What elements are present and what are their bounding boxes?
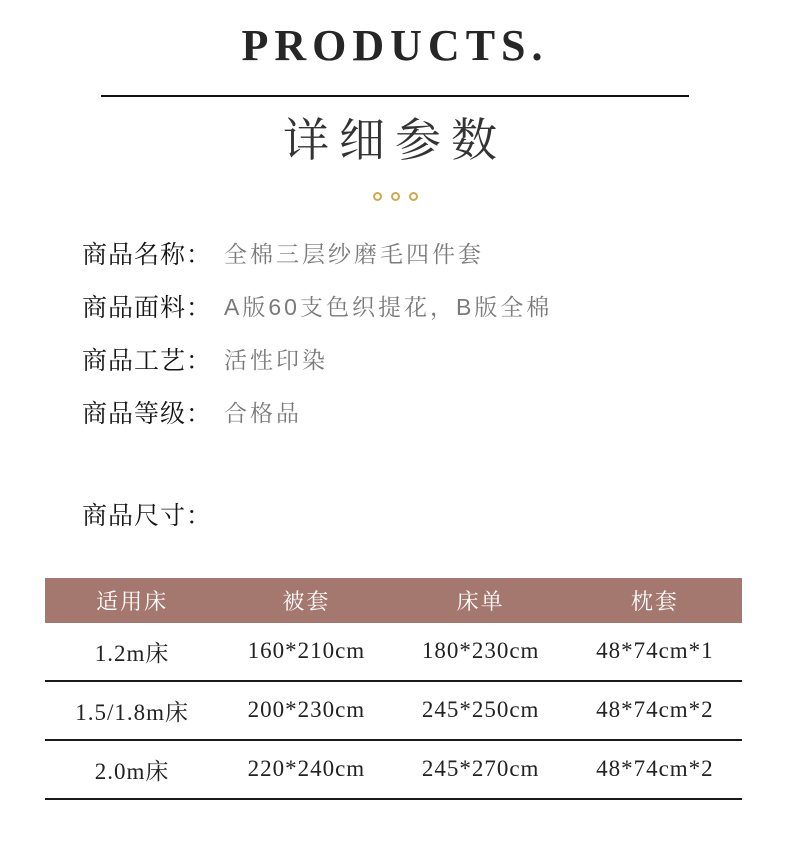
table-header-cell-duvet: 被套 xyxy=(282,588,331,614)
dot-icon xyxy=(373,192,382,201)
table-cell: 48*74cm*2 xyxy=(596,697,714,723)
table-header-cell-pillow: 枕套 xyxy=(630,588,679,614)
table-cell: 200*230cm xyxy=(247,697,366,723)
table-cell: 1.5/1.8m床 xyxy=(75,699,190,725)
spec-row-grade xyxy=(82,397,790,427)
table-cell: 48*74cm*2 xyxy=(596,756,714,782)
spec-label: 商品名称： xyxy=(82,241,213,269)
table-header-cell-bed: 适用床 xyxy=(96,588,169,614)
spec-label: 商品等级： xyxy=(82,400,213,428)
brand-title: PRODUCTS. xyxy=(241,21,549,70)
size-section-label: 商品尺寸： xyxy=(82,502,213,530)
spec-value: A版60支色织提花，B版全棉 xyxy=(224,294,553,321)
table-header-row xyxy=(45,578,742,623)
table-row xyxy=(45,623,742,682)
table-cell: 245*250cm xyxy=(421,697,540,723)
table-cell: 180*230cm xyxy=(421,638,540,664)
spec-label: 商品面料： xyxy=(82,294,213,322)
table-cell: 2.0m床 xyxy=(94,758,170,784)
dot-icon xyxy=(409,192,418,201)
spec-row-name xyxy=(82,238,790,268)
table-header-cell-sheet: 床单 xyxy=(456,588,505,614)
spec-list xyxy=(0,238,790,427)
spec-row-fabric xyxy=(82,291,790,321)
table-cell: 220*240cm xyxy=(247,756,366,782)
dot-icon xyxy=(391,192,400,201)
table-row xyxy=(45,682,742,741)
decor-dots xyxy=(0,192,790,201)
table-cell: 160*210cm xyxy=(247,638,366,664)
size-table xyxy=(45,578,742,800)
spec-value: 活性印染 xyxy=(224,347,329,374)
spec-row-craft xyxy=(82,344,790,374)
table-cell: 1.2m床 xyxy=(94,640,170,666)
spec-value: 合格品 xyxy=(224,400,303,427)
spec-value: 全棉三层纱磨毛四件套 xyxy=(224,241,485,268)
spec-label: 商品工艺： xyxy=(82,347,213,375)
table-cell: 48*74cm*1 xyxy=(596,638,714,664)
table-row xyxy=(45,741,742,800)
page-title: 详细参数 xyxy=(283,114,507,166)
table-cell: 245*270cm xyxy=(421,756,540,782)
